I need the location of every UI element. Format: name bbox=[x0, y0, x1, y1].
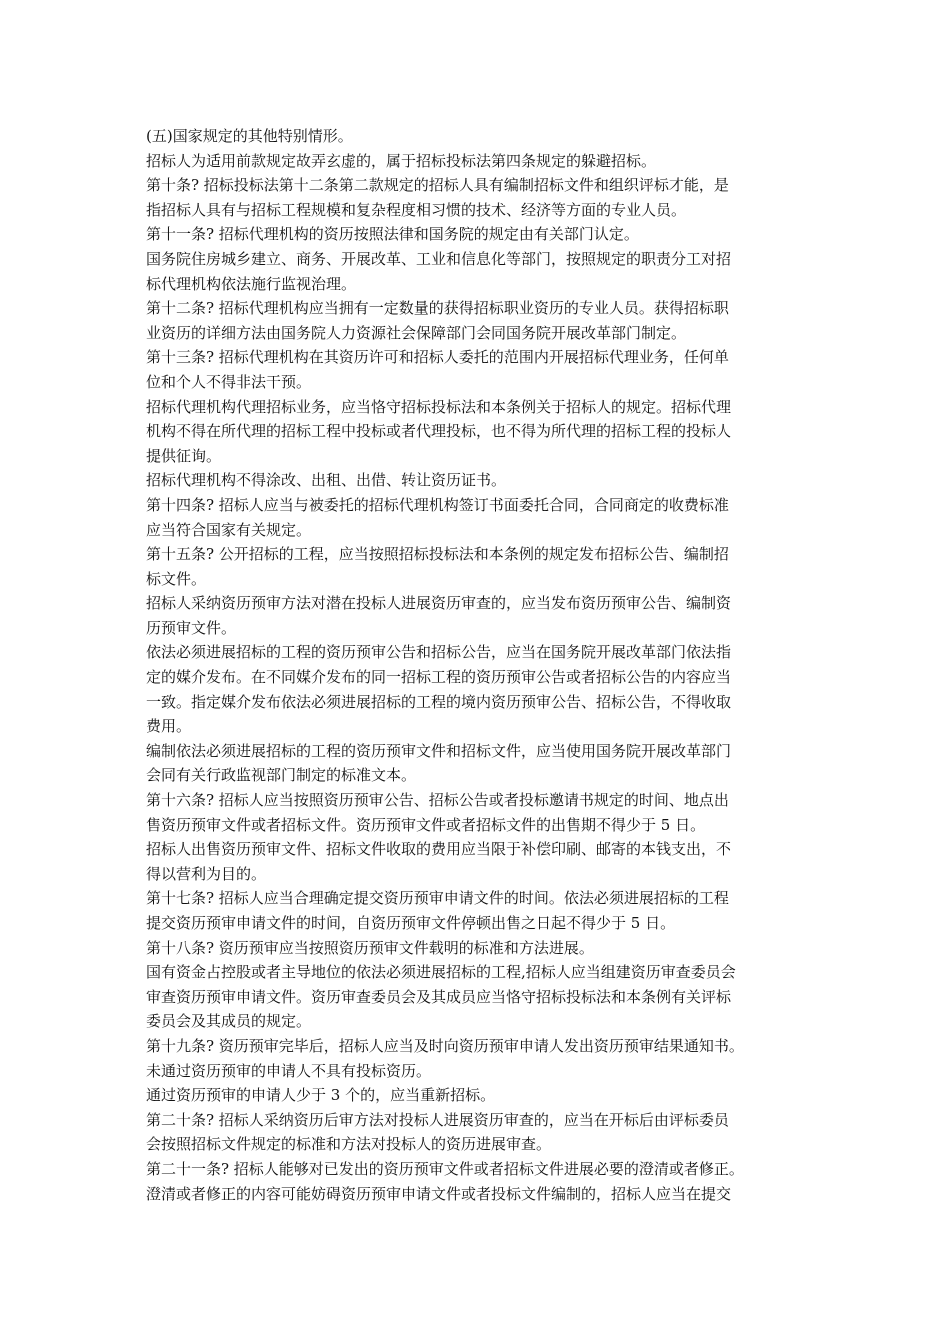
text-line: 国有资金占控股或者主导地位的依法必须进展招标的工程,招标人应当组建资历审查委员会 bbox=[146, 963, 736, 982]
text-line: 招标人采纳资历预审方法对潜在投标人进展资历审查的，应当发布资历预审公告、编制资 bbox=[146, 594, 732, 613]
text-line: 委员会及其成员的规定。 bbox=[146, 1012, 312, 1031]
text-line: 指招标人具有与招标工程规模和复杂程度相习惯的技术、经济等方面的专业人员。 bbox=[146, 200, 687, 219]
text-line: 提供征询。 bbox=[146, 446, 222, 465]
text-line: 会同有关行政监视部门制定的标准文本。 bbox=[146, 766, 417, 785]
text-line: 会按照招标文件规定的标准和方法对投标人的资历进展审查。 bbox=[146, 1135, 552, 1154]
text-line: 审查资历预审申请文件。资历审查委员会及其成员应当恪守招标投标法和本条例有关评标 bbox=[146, 987, 732, 1006]
text-line: 国务院住房城乡建立、商务、开展改革、工业和信息化等部门，按照规定的职责分工对招 bbox=[146, 249, 732, 268]
document-body bbox=[146, 124, 818, 1206]
text-line: 历预审文件。 bbox=[146, 618, 237, 637]
text-line: 标代理机构依法施行监视治理。 bbox=[146, 274, 357, 293]
text-line: (五)国家规定的其他特别情形。 bbox=[146, 127, 353, 145]
text-line: 第十七条? 招标人应当合理确定提交资历预审申请文件的时间。依法必须进展招标的工程 bbox=[146, 889, 729, 908]
text-line: 编制依法必须进展招标的工程的资历预审文件和招标文件，应当使用国务院开展改革部门 bbox=[146, 741, 732, 760]
text-line: 第十六条? 招标人应当按照资历预审公告、招标公告或者投标邀请书规定的时间、地点出 bbox=[146, 791, 729, 810]
text-line: 招标代理机构代理招标业务，应当恪守招标投标法和本条例关于招标人的规定。招标代理 bbox=[146, 397, 732, 416]
text-line: 第十三条? 招标代理机构在其资历许可和招标人委托的范围内开展招标代理业务，任何单 bbox=[146, 348, 729, 367]
text-line: 招标人为适用前款规定故弄玄虚的，属于招标投标法第四条规定的躲避招标。 bbox=[146, 151, 657, 170]
text-line: 招标代理机构不得涂改、出租、出借、转让资历证书。 bbox=[146, 471, 507, 490]
text-line: 标文件。 bbox=[146, 569, 207, 588]
text-line: 依法必须进展招标的工程的资历预审公告和招标公告，应当在国务院开展改革部门依法指 bbox=[146, 643, 732, 662]
text-line: 第十二条? 招标代理机构应当拥有一定数量的获得招标职业资历的专业人员。获得招标职 bbox=[146, 299, 729, 318]
text-line: 第二十条? 招标人采纳资历后审方法对投标人进展资历审查的，应当在开标后由评标委员 bbox=[146, 1110, 729, 1129]
text-line: 第十四条? 招标人应当与被委托的招标代理机构签订书面委托合同，合同商定的收费标准 bbox=[146, 495, 729, 514]
text-line: 售资历预审文件或者招标文件。资历预审文件或者招标文件的出售期不得少于 5 日。 bbox=[146, 815, 706, 834]
text-line: 第十条? 招标投标法第十二条第二款规定的招标人具有编制招标文件和组织评标才能，是 bbox=[146, 176, 729, 195]
text-line: 通过资历预审的申请人少于 3 个的，应当重新招标。 bbox=[146, 1086, 496, 1105]
text-line: 澄清或者修正的内容可能妨碍资历预审申请文件或者投标文件编制的，招标人应当在提交 bbox=[146, 1184, 732, 1203]
text-line: 未通过资历预审的申请人不具有投标资历。 bbox=[146, 1061, 432, 1080]
text-line: 定的媒介发布。在不同媒介发布的同一招标工程的资历预审公告或者招标公告的内容应当 bbox=[146, 668, 732, 687]
text-line: 机构不得在所代理的招标工程中投标或者代理投标，也不得为所代理的招标工程的投标人 bbox=[146, 422, 732, 441]
text-line: 一致。指定媒介发布依法必须进展招标的工程的境内资历预审公告、招标公告，不得收取 bbox=[146, 692, 732, 711]
text-line: 位和个人不得非法干预。 bbox=[146, 372, 312, 391]
text-line: 招标人出售资历预审文件、招标文件收取的费用应当限于补偿印刷、邮寄的本钱支出，不 bbox=[146, 840, 732, 859]
text-line: 提交资历预审申请文件的时间，自资历预审文件停顿出售之日起不得少于 5 日。 bbox=[146, 914, 676, 932]
text-line: 业资历的详细方法由国务院人力资源社会保障部门会同国务院开展改革部门制定。 bbox=[146, 323, 687, 342]
text-line: 第十一条? 招标代理机构的资历按照法律和国务院的规定由有关部门认定。 bbox=[146, 225, 639, 244]
text-line: 第十九条? 资历预审完毕后，招标人应当及时向资历预审申请人发出资历预审结果通知书。 bbox=[146, 1036, 744, 1055]
text-line: 得以营利为目的。 bbox=[146, 864, 267, 883]
text-line: 费用。 bbox=[146, 717, 192, 736]
text-line: 应当符合国家有关规定。 bbox=[146, 520, 312, 539]
text-line: 第十五条? 公开招标的工程，应当按照招标投标法和本条例的规定发布招标公告、编制招 bbox=[146, 545, 729, 564]
text-line: 第二十一条? 招标人能够对已发出的资历预审文件或者招标文件进展必要的澄清或者修正。 bbox=[146, 1159, 744, 1178]
text-line: 第十八条? 资历预审应当按照资历预审文件载明的标准和方法进展。 bbox=[146, 938, 594, 957]
